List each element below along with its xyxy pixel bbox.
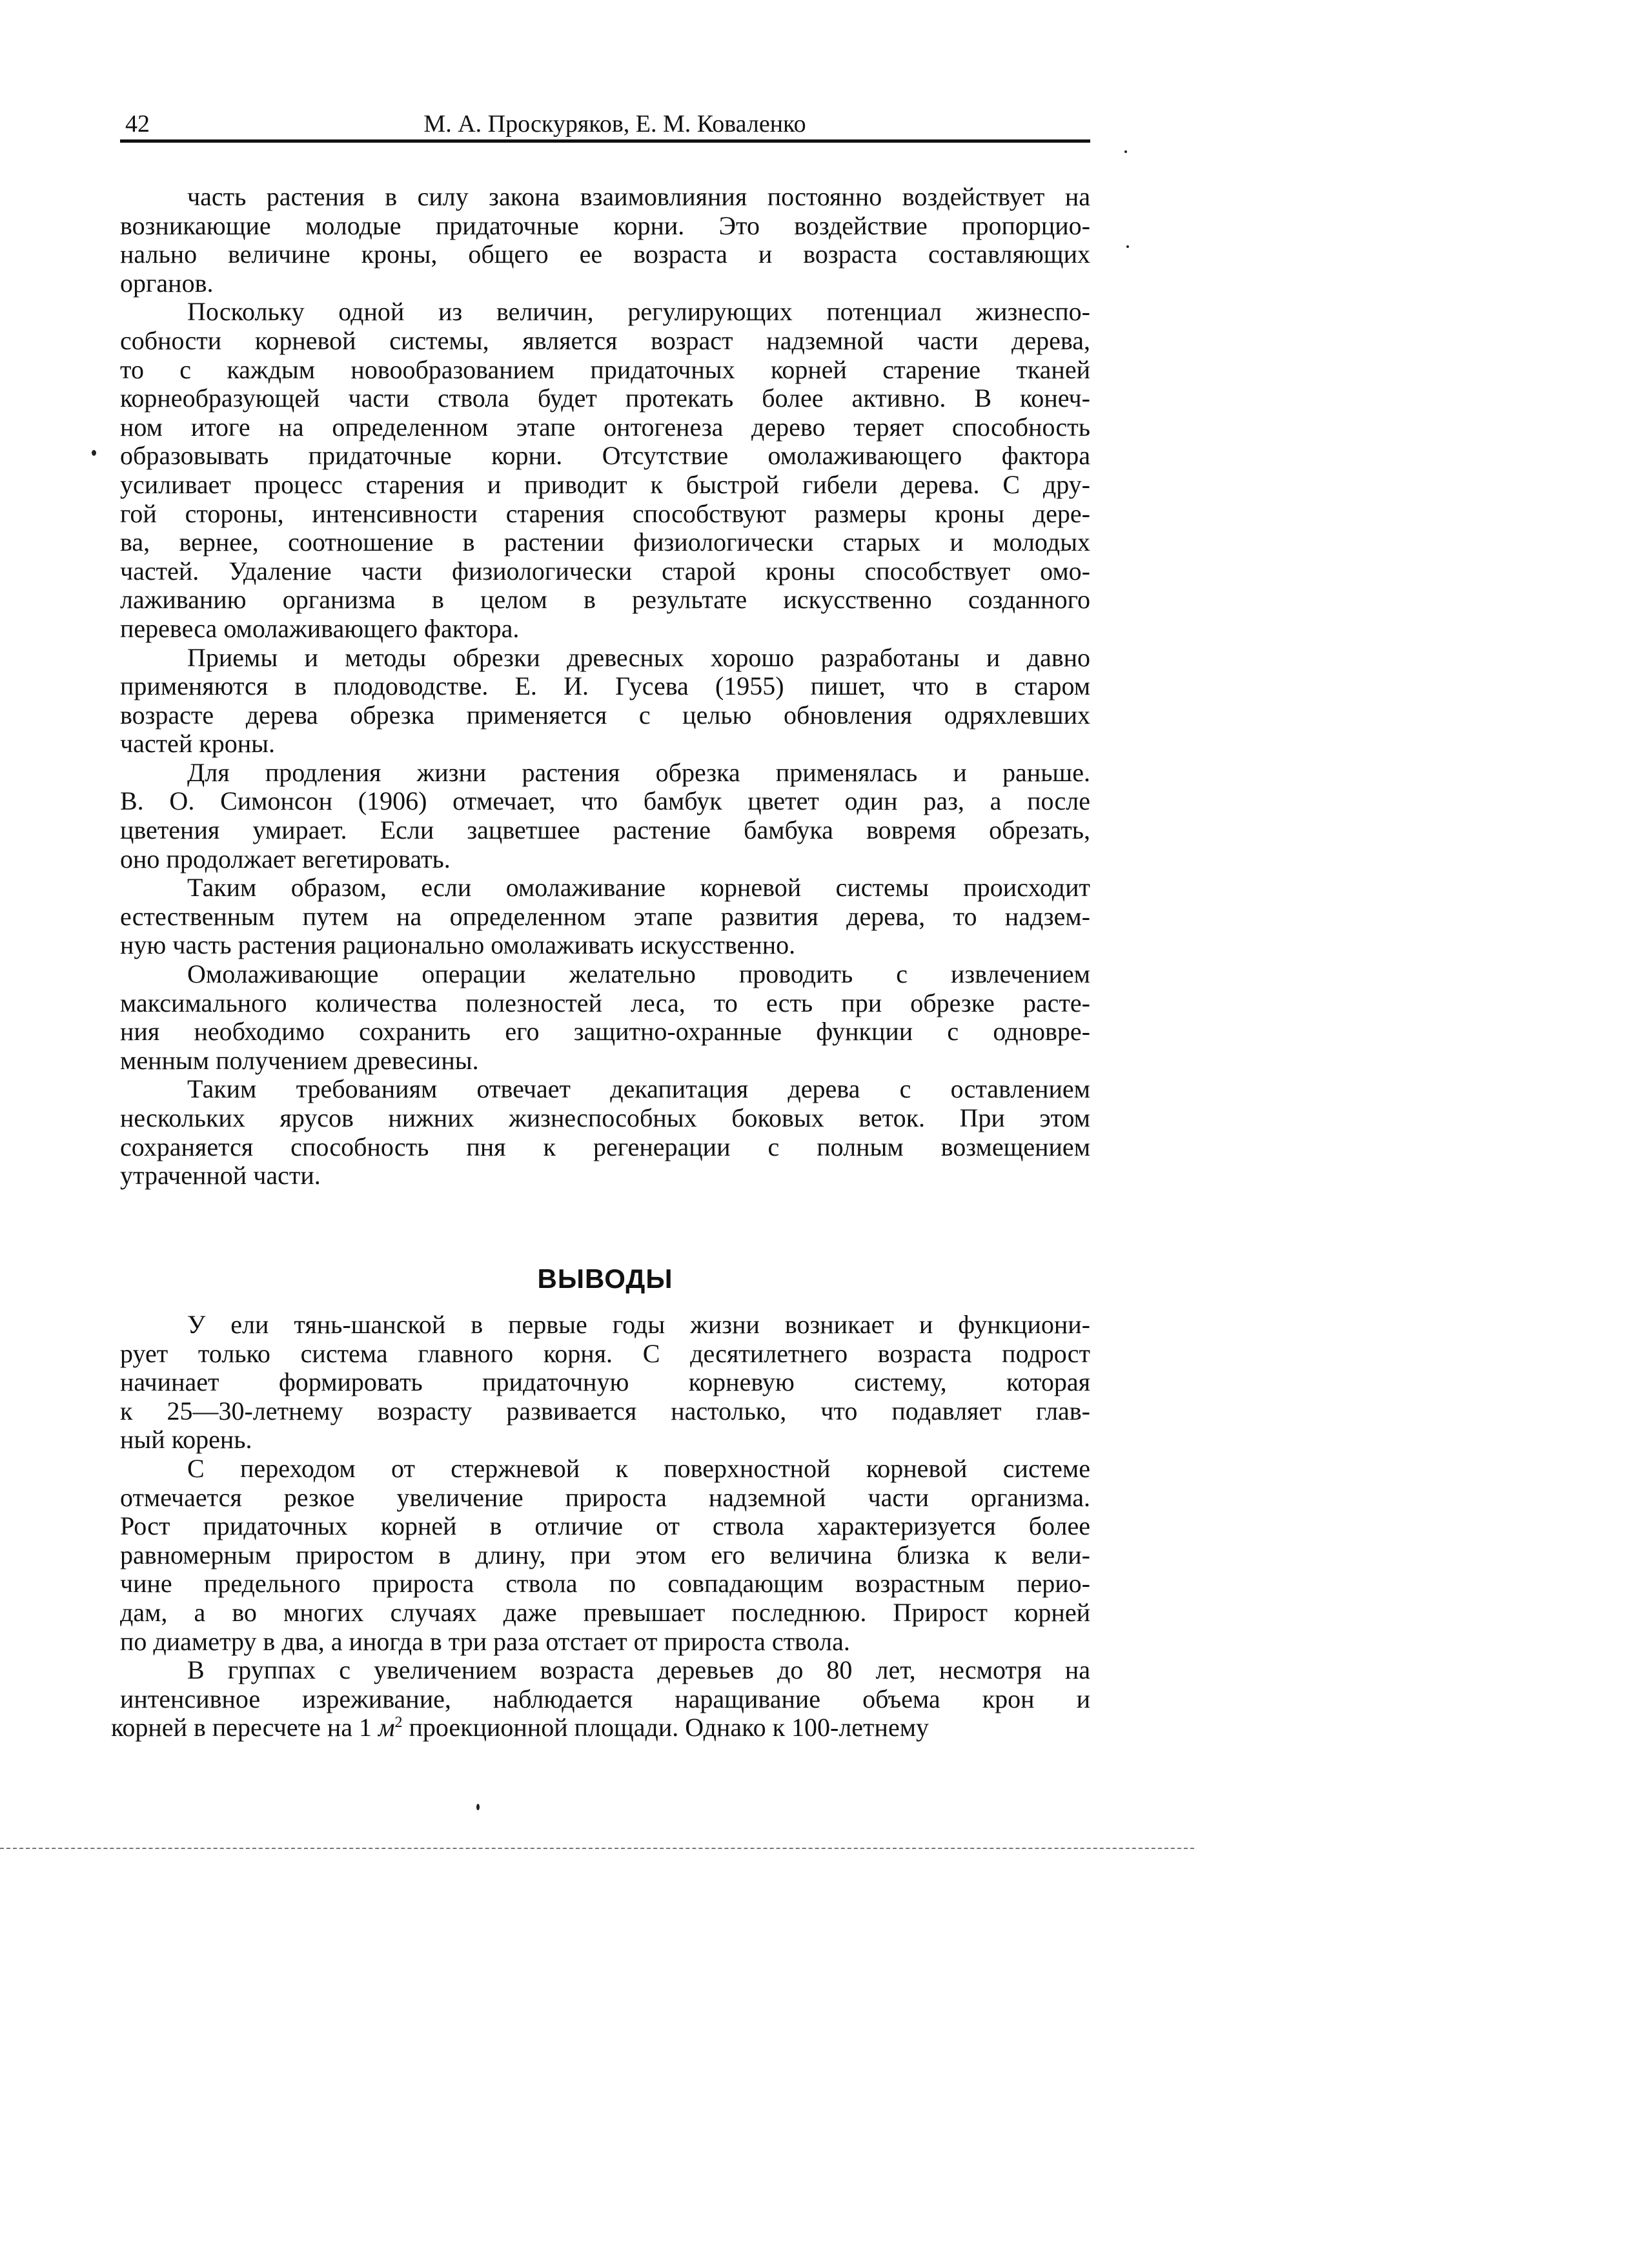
text-line: нально величине кроны, общего ее возраста и возраста составляющих [120,240,1090,269]
text-line: применяются в плодоводстве. Е. И. Гусева (1955) пишет, что в старом [120,672,1090,701]
text-line: чине предельного прироста ствола по совпадающим возрастным перио- [120,1569,1090,1599]
text-line: Рост придаточных корней в отличие от ствола характеризуется более [120,1512,1090,1541]
text-line: образовывать придаточные корни. Отсутствие омолаживающего фактора [120,442,1090,471]
scan-edge-line [0,1848,1194,1849]
text-line: интенсивное изреживание, наблюдается наращивание объема крон и [120,1684,1090,1713]
text-line: рует только система главного корня. С десятилетнего возраста подрост [120,1339,1090,1368]
text-line: ва, вернее, соотношение в растении физиологически старых и молодых [120,528,1090,557]
text-line: лаживанию организма в целом в результате искусственно созданного [120,586,1090,615]
text-line: то с каждым новообразованием придаточных корней старение тканей [120,355,1090,384]
text-segment: проекционной площади. Однако к 100-летнему [402,1713,930,1742]
running-head-authors: М. А. Проскуряков, Е. М. Коваленко [423,110,806,138]
text-line: часть растения в силу закона взаимовлияния постоянно воздействует на [187,183,1090,211]
text-line: сохраняется способность пня к регенерации с полным возмещением [120,1132,1090,1161]
paragraph [120,873,1090,960]
text-line: начинает формировать придаточную корневую систему, которая [120,1368,1090,1397]
paragraph [120,759,1090,873]
text-line: Омолаживающие операции желательно проводить с извлечением [187,960,1090,989]
scan-speck [476,1804,480,1810]
text-line: ный корень. [120,1425,252,1455]
scan-speck [1126,245,1129,248]
text-line: частей кроны. [120,730,275,759]
unit-exponent: 2 [394,1714,403,1732]
text-line: С переходом от стержневой к поверхностной корневой системе [187,1454,1090,1483]
paragraph [120,1075,1090,1190]
text-line: перевеса омолаживающего фактора. [120,614,520,643]
text-line: отмечается резкое увеличение прироста надземной части организма. [120,1483,1090,1512]
paragraph [120,183,1090,298]
text-line: ния необходимо сохранить его защитно-охранные функции с одновре- [120,1017,1090,1047]
page-number: 42 [125,110,150,138]
text-line: В группах с увеличением возраста деревьев до 80 лет, несмотря на [187,1656,1090,1685]
scan-speck [92,450,96,456]
section-heading-conclusions: ВЫВОДЫ [537,1263,673,1294]
text-line: Поскольку одной из величин, регулирующих потенциал жизнеспо- [187,298,1090,327]
text-line: ном итоге на определенном этапе онтогенеза дерево теряет способность [120,413,1090,442]
text-line: ную часть растения рационально омолаживать искусственно. [120,931,796,960]
conclusions-text [111,1311,1090,1742]
text-line: частей. Удаление части физиологически старой кроны способствует омо- [120,557,1090,586]
text-line: нескольких ярусов нижних жизнеспособных боковых веток. При этом [120,1104,1090,1132]
text-line: естественным путем на определенном этапе развития дерева, то надзем- [120,902,1090,931]
text-line: Для продления жизни растения обрезка применялась и раньше. [187,758,1090,787]
text-line: менным получением древесины. [120,1046,479,1075]
text-line: гой стороны, интенсивности старения способствуют размеры кроны дере- [120,499,1090,528]
text-segment: корней в пересчете на 1 [111,1713,378,1742]
text-line: цветения умирает. Если зацветшее растение бамбука вовремя обрезать, [120,816,1090,845]
text-line: по диаметру в два, а иногда в три раза отстает от прироста ствола. [120,1627,850,1656]
paragraph [120,644,1090,759]
scan-speck [1124,150,1127,153]
text-line: усиливает процесс старения и приводит к быстрой гибели дерева. С дру- [120,470,1090,499]
paragraph [120,298,1090,643]
text-line: Таким требованиям отвечает декапитация дерева с оставлением [187,1075,1090,1104]
paragraph [120,1455,1090,1656]
text-line: органов. [120,269,214,298]
paragraph [120,1311,1090,1455]
body-text-section [120,183,1090,1190]
text-line: утраченной части. [120,1161,321,1190]
text-line: максимального количества полезностей леса, то есть при обрезке расте- [120,988,1090,1017]
text-line: корнеобразующей части ствола будет протекать более активно. В конеч- [120,384,1090,413]
text-line: оно продолжает вегетировать. [120,844,451,873]
unit-meter: м [378,1713,395,1742]
text-line: возникающие молодые придаточные корни. Это воздействие пропорцио- [120,211,1090,240]
paragraph [120,960,1090,1075]
text-line: У ели тянь-шанской в первые годы жизни возникает и функциони- [187,1311,1090,1339]
text-line: возрасте дерева обрезка применяется с целью обновления одряхлевших [120,700,1090,730]
text-line: Приемы и методы обрезки древесных хорошо разработаны и давно [187,643,1090,672]
text-line [111,1713,1090,1742]
header-rule [120,139,1090,143]
text-line: равномерным приростом в длину, при этом его величина близка к вели- [120,1540,1090,1569]
text-line: собности корневой системы, является возраст надземной части дерева, [120,326,1090,355]
paragraph [111,1656,1090,1742]
text-line: к 25—30-летнему возрасту развивается настолько, что подавляет глав- [120,1396,1090,1425]
page-header [120,105,1090,142]
text-line: дам, а во многих случаях даже превышает последнюю. Прирост корней [120,1598,1090,1627]
text-line: Таким образом, если омолаживание корневой системы происходит [187,873,1090,903]
text-line: В. О. Симонсон (1906) отмечает, что бамбук цветет один раз, а после [120,787,1090,816]
